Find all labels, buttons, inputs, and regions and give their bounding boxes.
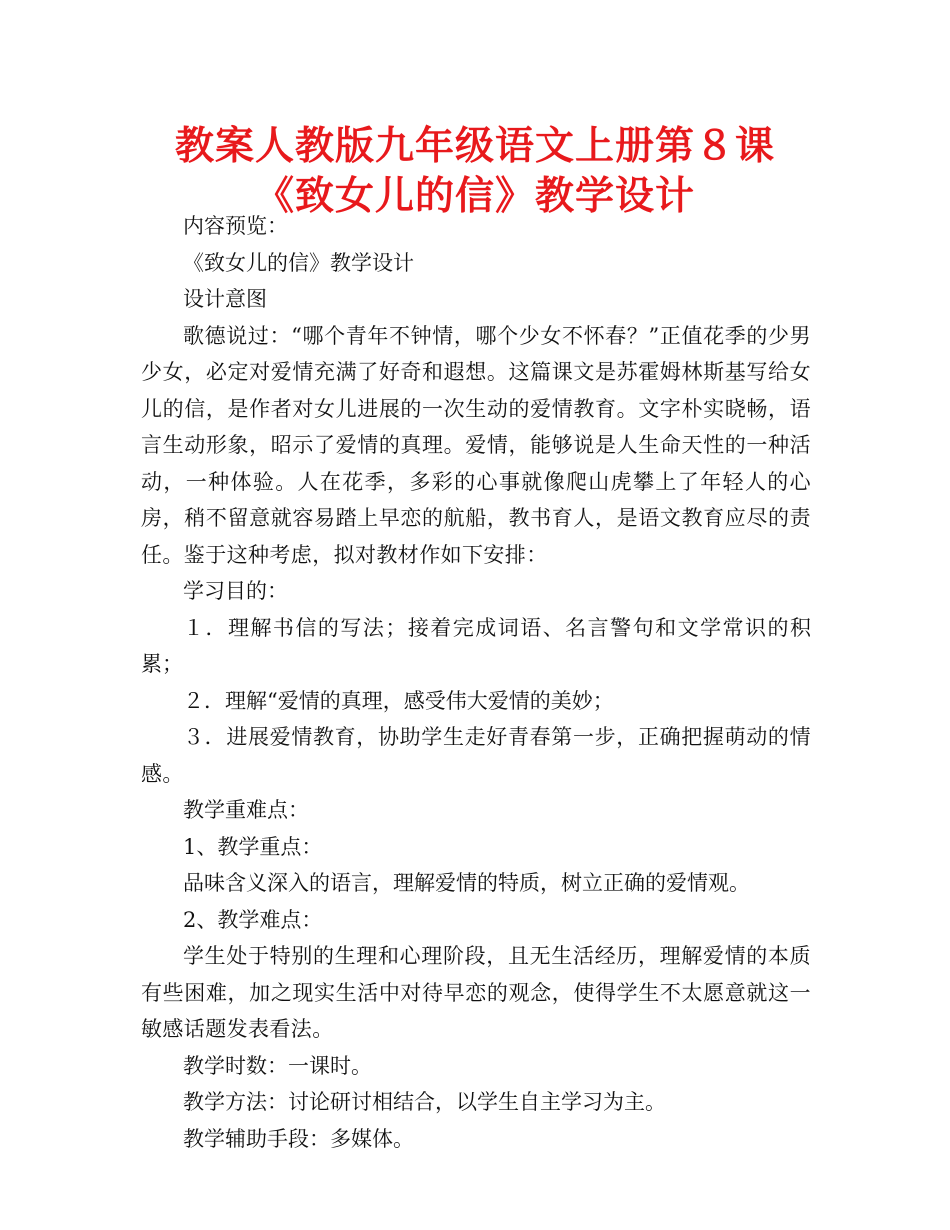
key-point-text: 品味含义深入的语言，理解爱情的特质，树立正确的爱情观。	[183, 871, 750, 895]
key-point-label: 1、教学重点：	[183, 834, 323, 859]
goal-item-2: ２．理解“爱情的真理，感受伟大爱情的美妙；	[183, 688, 614, 713]
teaching-method: 教学方法：讨论研讨相结合，以学生自主学习为主。	[183, 1090, 666, 1114]
difficulty-label: 2、教学难点：	[183, 907, 323, 932]
section-heading-key-points: 教学重难点：	[183, 798, 309, 822]
subtitle: 《致女儿的信》教学设计	[183, 250, 414, 275]
goal-item-1: １．理解书信的写法；接着完成词语、名言警句和文学常识的积累；	[141, 615, 811, 676]
difficulty-text: 学生处于特别的生理和心理阶段，且无生活经历，理解爱情的本质有些困难，加之现实生活中对待早恋的观念，使得学生不太愿意就这一敏感话题发表看法。	[141, 944, 811, 1041]
section-heading-design-intent: 设计意图	[183, 287, 267, 311]
goal-item-3: ３．进展爱情教育，协助学生走好青春第一步，正确把握萌动的情感。	[141, 725, 811, 786]
section-heading-learning-goals: 学习目的：	[183, 579, 288, 603]
document-body	[141, 208, 811, 1157]
paragraph-design-intent: 歌德说过：“哪个青年不钟情，哪个少女不怀春？”正值花季的少男少女，必定对爱情充满了好奇和遐想。这篇课文是苏霍姆林斯基写给女儿的信，是作者对女儿进展的一次生动的爱情教育。文字朴实晓畅，语言生动形象，昭示了爱情的真理。爱情，能够说是人生命天性的一种活动，一种体验。人在花季，多彩的心事就像爬山虎攀上了年轻人的心房，稍不留意就容易踏上早恋的航船，教书育人，是语文教育应尽的责任。鉴于这种考虑，拟对教材作如下安排：	[141, 323, 811, 567]
preview-label: 内容预览：	[183, 214, 288, 238]
teaching-aids: 教学辅助手段：多媒体。	[183, 1126, 414, 1151]
document-title: 教案人教版九年级语文上册第８课《致女儿的信》教学设计	[174, 124, 775, 219]
teaching-hours: 教学时数：一课时。	[183, 1053, 372, 1078]
